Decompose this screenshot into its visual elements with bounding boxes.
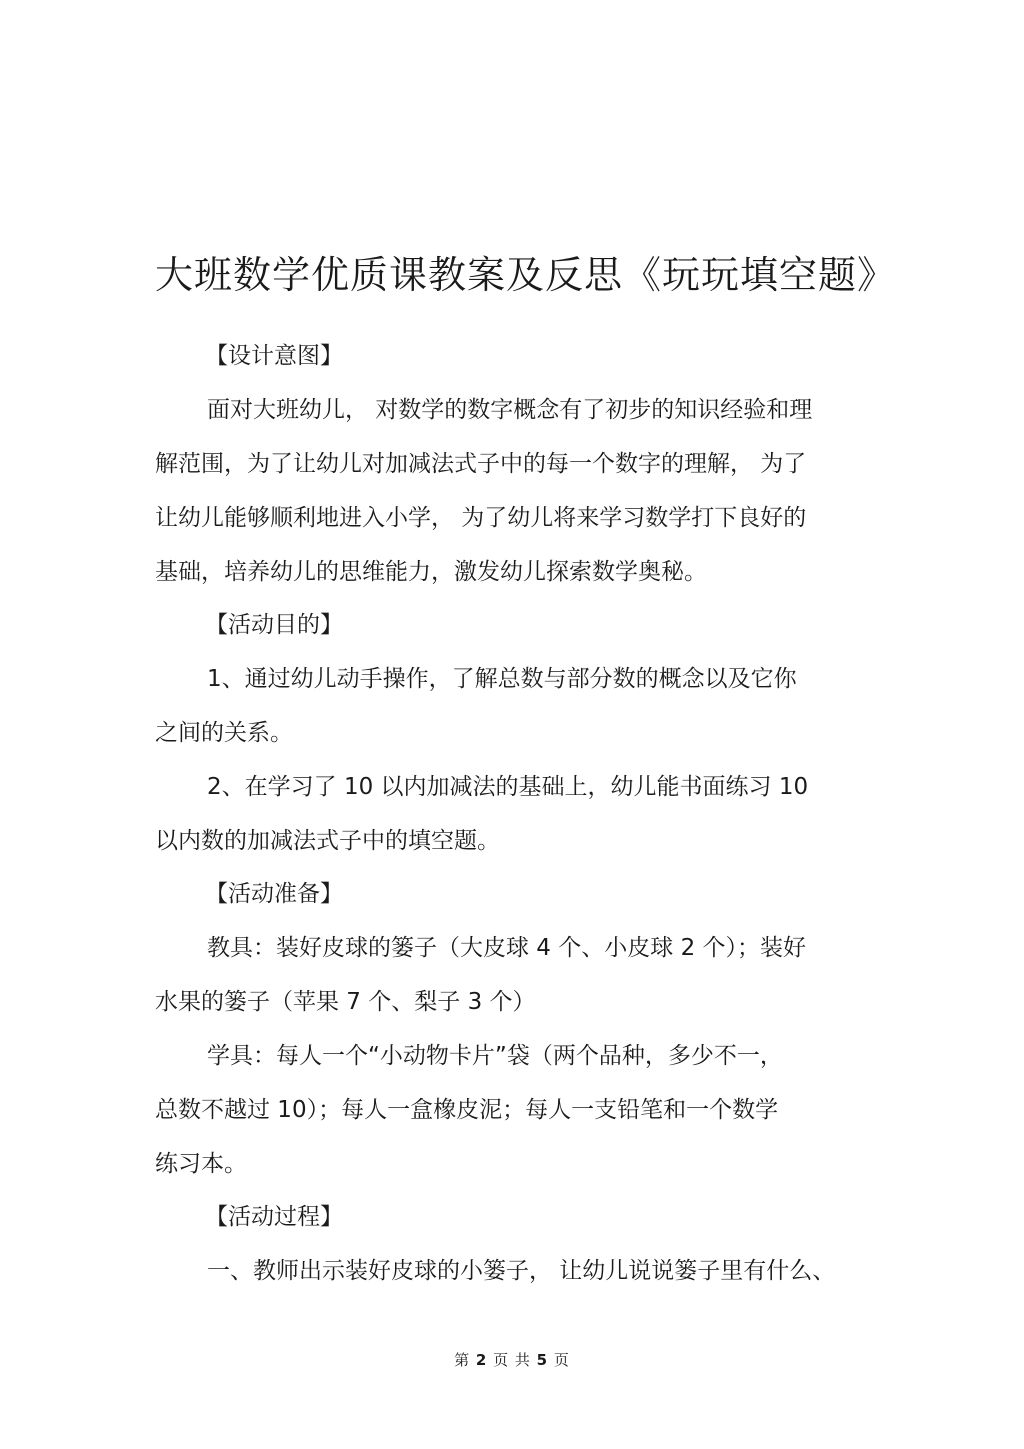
current-page-number: 2 xyxy=(475,1351,488,1369)
paragraph-line: 水果的篓子（苹果 7 个、梨子 3 个） xyxy=(155,989,536,1015)
section-heading-activity-goals: 【活动目的】 xyxy=(205,612,343,638)
paragraph-line: 2、在学习了 10 以内加减法的基础上，幼儿能书面练习 10 xyxy=(207,774,809,800)
paragraph-line: 1、通过幼儿动手操作，了解总数与部分数的概念以及它你 xyxy=(207,666,797,692)
paragraph-line: 一、教师出示装好皮球的小篓子， 让幼儿说说篓子里有什么、 xyxy=(207,1258,836,1284)
page-footer xyxy=(0,1349,1024,1370)
footer-middle: 页 共 xyxy=(493,1351,531,1369)
section-heading-activity-process: 【活动过程】 xyxy=(205,1204,343,1230)
section-heading-activity-preparation: 【活动准备】 xyxy=(205,881,343,907)
paragraph-line: 以内数的加减法式子中的填空题。 xyxy=(155,828,500,854)
section-heading-design-intent: 【设计意图】 xyxy=(205,343,343,369)
paragraph-line: 学具：每人一个“小动物卡片”袋（两个品种，多少不一， xyxy=(207,1043,783,1069)
footer-prefix: 第 xyxy=(454,1351,471,1369)
paragraph-line: 总数不越过 10）；每人一盒橡皮泥；每人一支铅笔和一个数学 xyxy=(155,1097,779,1123)
paragraph-line: 基础，培养幼儿的思维能力，激发幼儿探索数学奥秘。 xyxy=(155,559,707,585)
paragraph-line: 之间的关系。 xyxy=(155,720,293,746)
paragraph-line: 练习本。 xyxy=(155,1151,247,1177)
footer-suffix: 页 xyxy=(553,1351,570,1369)
paragraph-line: 教具：装好皮球的篓子（大皮球 4 个、小皮球 2 个）；装好 xyxy=(207,935,807,961)
total-page-count: 5 xyxy=(536,1351,549,1369)
document-title: 大班数学优质课教案及反思《玩玩填空题》 xyxy=(155,253,897,297)
paragraph-line: 让幼儿能够顺利地进入小学， 为了幼儿将来学习数学打下良好的 xyxy=(155,505,807,531)
paragraph-line: 解范围，为了让幼儿对加减法式子中的每一个数字的理解， 为了 xyxy=(155,451,807,477)
paragraph-line: 面对大班幼儿， 对数学的数字概念有了初步的知识经验和理 xyxy=(207,397,813,423)
